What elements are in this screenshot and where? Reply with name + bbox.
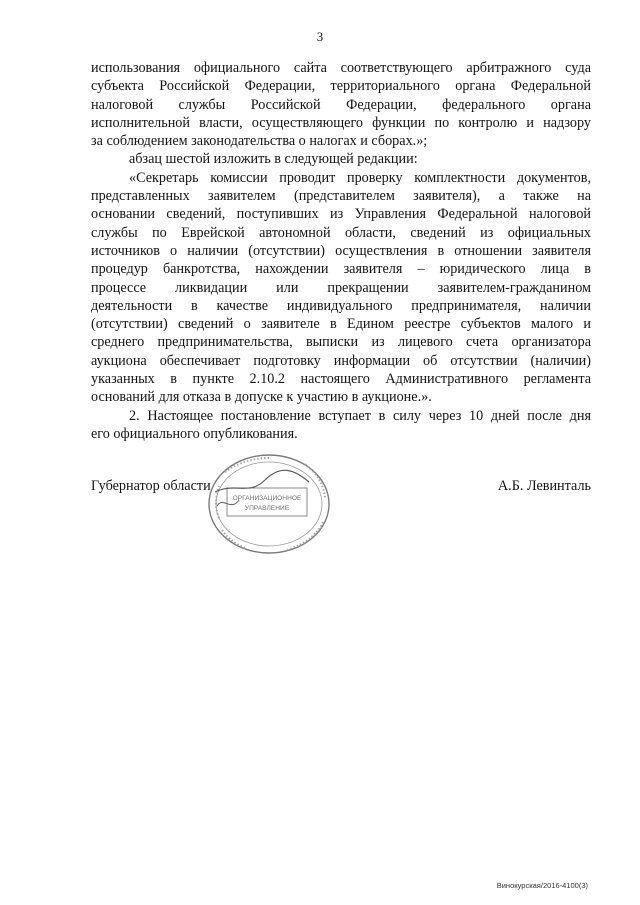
page-number: 3 — [316, 30, 324, 44]
body-line: источников о наличии (отсутствии) осуществления в отношении заявителя — [91, 242, 591, 259]
signature-block — [91, 478, 591, 502]
body-line: абзац шестой изложить в следующей редакции: — [129, 151, 418, 168]
body-line: его официального опубликования. — [91, 425, 298, 442]
signatory-name: А.Б. Левинталь — [497, 478, 591, 494]
body-line: процессе ликвидации или прекращении заявителем-гражданином — [91, 279, 591, 296]
body-line: «Секретарь комиссии проводит проверку комплектности документов, — [129, 169, 591, 186]
body-line: (отсутствии) сведений о заявителе в Едином реестре субъектов малого и — [91, 316, 591, 333]
body-line: использования официального сайта соответствующего арбитражного суда — [91, 60, 591, 76]
body-line: указанных в пункте 2.10.2 настоящего Административного регламента — [91, 371, 591, 388]
body-line: за соблюдением законодательства о налогах и сборах.»; — [91, 133, 428, 150]
official-seal-stamp — [205, 452, 333, 556]
body-line: основании сведений, поступивших из Управления Федеральной налоговой — [91, 206, 591, 223]
document-footer-code: Винокурская/2016-4100(3) — [496, 881, 588, 890]
body-line: службы по Еврейской автономной области, сведений из официальных — [91, 224, 591, 241]
body-line: налоговой службы Российской Федерации, федерального органа — [91, 96, 591, 113]
body-line: среднего предпринимательства, выписки из лицевого счета организатора — [91, 334, 591, 351]
signatory-position: Губернатор области — [91, 478, 211, 494]
body-line: 2. Настоящее постановление вступает в силу через 10 дней после дня — [129, 407, 591, 424]
stamp-text-line-2: УПРАВЛЕНИЕ — [244, 505, 290, 512]
document-body — [91, 59, 591, 443]
body-line: субъекта Российской Федерации, территориального органа Федеральной — [91, 78, 591, 95]
body-line: процедур банкротства, нахождении заявителя – юридического лица в — [91, 261, 591, 278]
body-line: оснований для отказа в допуске к участию в аукционе.». — [91, 389, 432, 406]
body-line: деятельности в качестве индивидуального предпринимателя, наличии — [91, 297, 591, 314]
body-line: представленных заявителем (представителем заявителя), а также на — [91, 188, 591, 205]
body-line: аукциона обеспечивает подготовку информации об отсутствии (наличии) — [91, 352, 591, 369]
body-line: исполнительной власти, осуществляющего функции по контролю и надзору — [91, 114, 591, 131]
stamp-text-line-1: ОРГАНИЗАЦИОННОЕ — [232, 495, 302, 502]
